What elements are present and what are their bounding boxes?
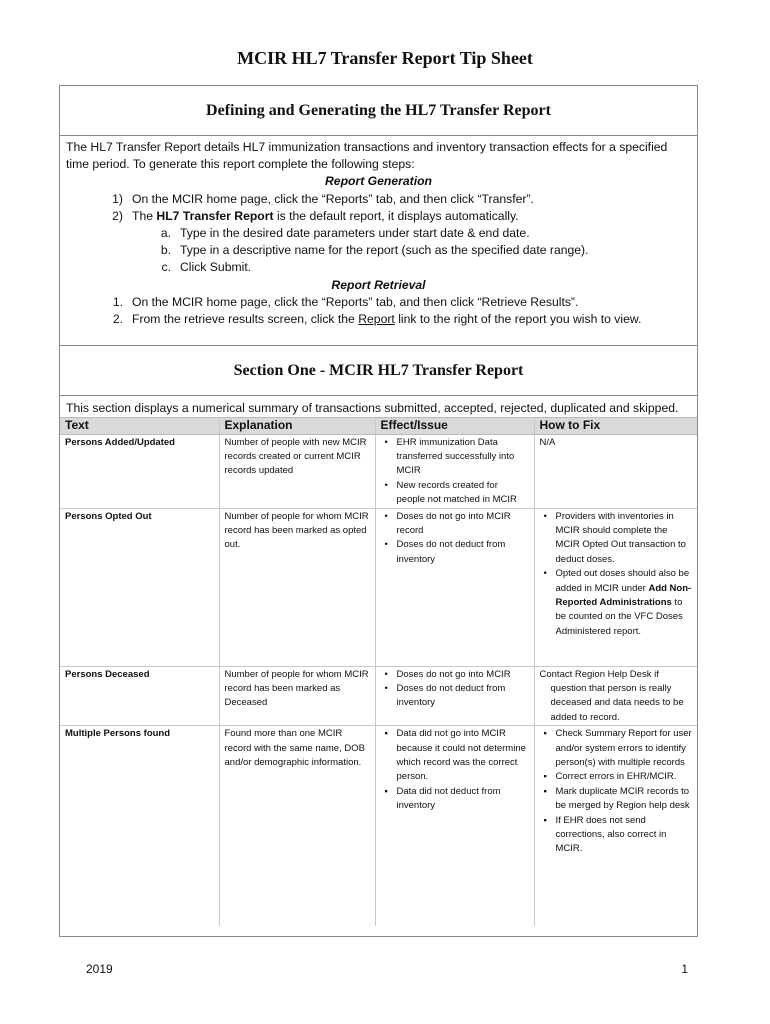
list-item: ▪ Correct errors in EHR/MCIR. (540, 770, 693, 784)
page-number: 1 (681, 962, 688, 976)
page-title: MCIR HL7 Transfer Report Tip Sheet (237, 48, 533, 68)
generation-step: 2) The HL7 Transfer Report is the default report, it displays automatically. (112, 208, 519, 223)
section-description: This section displays a numerical summary of transactions submitted, accepted, rejected, duplicated and skipped. (66, 401, 679, 415)
list-item: ▪ Data did not deduct from inventory (381, 785, 529, 814)
list-item: • Doses do not deduct from inventory (381, 682, 529, 711)
list-item: ▪ Data did not go into MCIR because it could not determine which record was the correct person. (381, 727, 529, 785)
row-fix: Contact Region Help Desk if question that person is really deceased and data needs to be added to record. (534, 666, 697, 726)
report-generation-heading: Report Generation (325, 174, 432, 189)
row-fix (534, 508, 697, 666)
column-header: Text (60, 417, 219, 434)
retrieval-step: 1. On the MCIR home page, click the “Reports” tab, and then click “Retrieve Results”. (112, 294, 579, 309)
list-item: • Doses do not go into MCIR (381, 668, 529, 682)
row-effect (375, 508, 534, 666)
generation-substep: b. Type in a descriptive name for the report (such as the specified date range). (160, 243, 589, 258)
list-item: • Doses do not deduct from inventory (381, 538, 529, 567)
column-header: How to Fix (534, 417, 697, 434)
footer-year: 2019 (86, 962, 113, 976)
retrieval-step: 2. From the retrieve results screen, click the Report link to the right of the report you wish to view. (112, 312, 642, 327)
intro-paragraph: The HL7 Transfer Report details HL7 immunization transactions and inventory transaction effects for a specified time period. To generate this report complete the following steps: (66, 140, 668, 172)
add-non-reported-label: Add Non-Reported Administrations (555, 582, 692, 608)
list-item: ▪ Mark duplicate MCIR records to be merged by Region help desk (540, 785, 693, 814)
list-item: ▪ Check Summary Report for user and/or system errors to identify person(s) with multiple records (540, 727, 693, 770)
list-item: • Providers with inventories in MCIR should complete the MCIR Opted Out transaction to deduct doses. (540, 510, 693, 568)
generation-substep: c. Click Submit. (161, 260, 252, 275)
row-text: Persons Deceased (60, 666, 219, 726)
list-item: • Opted out doses should also be added in MCIR under Add Non-Reported Administrations to be counted on the VFC Doses Administered report. (540, 567, 693, 639)
row-explanation: Number of people with new MCIR records created or current MCIR records updated (219, 434, 375, 508)
table-header-row (60, 417, 697, 434)
table-row (60, 434, 697, 508)
section-defining-generating (59, 85, 698, 346)
row-effect (375, 726, 534, 926)
table-row (60, 508, 697, 666)
row-effect (375, 666, 534, 726)
section-one-transfer-report (59, 345, 698, 937)
row-explanation: Number of people for whom MCIR record has been marked as opted out. (219, 508, 375, 666)
column-header: Effect/Issue (375, 417, 534, 434)
row-fix (534, 726, 697, 926)
row-effect (375, 434, 534, 508)
row-explanation: Found more than one MCIR record with the same name, DOB and/or demographic information. (219, 726, 375, 926)
row-text: Persons Added/Updated (60, 434, 219, 508)
transfer-report-table (60, 417, 697, 926)
table-row (60, 666, 697, 726)
row-text: Persons Opted Out (60, 508, 219, 666)
row-fix: N/A (534, 434, 697, 508)
section-heading: Defining and Generating the HL7 Transfer Report (60, 86, 697, 136)
report-link[interactable]: Report (358, 312, 395, 327)
list-item: • New records created for people not matched in MCIR (381, 479, 529, 508)
table-row (60, 726, 697, 926)
row-text: Multiple Persons found (65, 728, 171, 740)
list-item: • EHR immunization Data transferred successfully into MCIR (381, 436, 529, 479)
section-heading: Section One - MCIR HL7 Transfer Report (60, 346, 697, 396)
generation-step: 1) On the MCIR home page, click the “Reports” tab, and then click “Transfer”. (112, 191, 534, 206)
list-item: • Doses do not go into MCIR record (381, 510, 529, 539)
report-name: HL7 Transfer Report (156, 208, 274, 223)
generation-substep: a. Type in the desired date parameters under start date & end date. (160, 226, 530, 241)
column-header: Explanation (219, 417, 375, 434)
row-explanation: Number of people for whom MCIR record has been marked as Deceased (219, 666, 375, 726)
report-retrieval-heading: Report Retrieval (331, 277, 426, 292)
list-item: ▪ If EHR does not send corrections, also correct in MCIR. (540, 814, 693, 857)
